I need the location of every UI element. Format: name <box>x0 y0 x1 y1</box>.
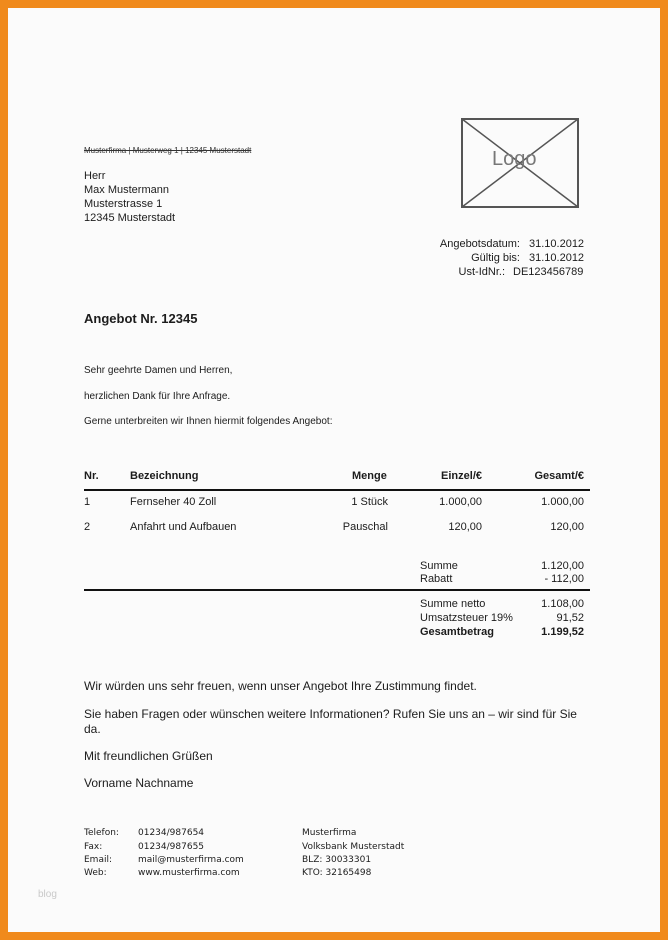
footer-blz: BLZ: 30033301 <box>302 855 372 865</box>
row-nr: 2 <box>84 521 91 533</box>
logo-placeholder <box>461 118 579 208</box>
tax-label: Umsatzsteuer 19% <box>420 612 513 624</box>
totals-rule <box>84 589 590 591</box>
footer-phone: 01234/987654 <box>138 828 205 838</box>
vat-id-label: Ust-IdNr.: <box>458 266 505 278</box>
sum-label: Summe <box>420 560 458 572</box>
row-description: Anfahrt und Aufbauen <box>130 521 237 533</box>
gross-total-value: 1.199,52 <box>541 626 584 638</box>
row-quantity: 1 Stück <box>351 496 388 508</box>
footer-fax-label: Fax: <box>84 842 103 852</box>
col-header-description: Bezeichnung <box>130 470 199 482</box>
discount-value: - 112,00 <box>544 573 584 585</box>
net-sum-value: 1.108,00 <box>541 598 584 610</box>
footer-web: www.musterfirma.com <box>138 868 240 878</box>
gross-total-label: Gesamtbetrag <box>420 626 494 638</box>
net-sum-label: Summe netto <box>420 598 486 610</box>
col-header-nr: Nr. <box>84 470 99 482</box>
discount-label: Rabatt <box>420 573 453 585</box>
closing-line-1: Wir würden uns sehr freuen, wenn unser Angebot Ihre Zustimmung findet. <box>84 679 477 693</box>
footer-company: Musterfirma <box>302 828 357 838</box>
row-total: 120,00 <box>550 521 584 533</box>
footer-kto: KTO: 32165498 <box>302 868 372 878</box>
vat-id-value: DE123456789 <box>513 266 584 278</box>
tax-value: 91,52 <box>556 612 584 624</box>
row-unit-price: 1.000,00 <box>439 496 482 508</box>
greeting-text: Sehr geehrte Damen und Herren, <box>84 365 233 376</box>
footer-fax: 01234/987655 <box>138 842 205 852</box>
closing-line-2a: Sie haben Fragen oder wünschen weitere Informationen? Rufen Sie uns an – wir sind für Sie <box>84 707 577 721</box>
footer-phone-label: Telefon: <box>84 828 119 838</box>
valid-until-value: 31.10.2012 <box>529 252 585 264</box>
table-header-rule <box>84 489 590 491</box>
closing-line-2b: da. <box>84 722 101 736</box>
offer-intro-text: Gerne unterbreiten wir Ihnen hiermit folgendes Angebot: <box>84 416 333 427</box>
recipient-street: Musterstrasse 1 <box>84 198 163 210</box>
footer-web-label: Web: <box>84 868 107 878</box>
sum-value: 1.120,00 <box>541 560 584 572</box>
signature-name: Vorname Nachname <box>84 776 194 790</box>
recipient-city: 12345 Musterstadt <box>84 212 176 224</box>
row-description: Fernseher 40 Zoll <box>130 496 217 508</box>
col-header-quantity: Menge <box>352 470 387 482</box>
footer-email: mail@musterfirma.com <box>138 855 244 865</box>
col-header-unit-price: Einzel/€ <box>441 470 482 482</box>
col-header-total: Gesamt/€ <box>534 470 584 482</box>
thanks-text: herzlichen Dank für Ihre Anfrage. <box>84 391 231 402</box>
sender-line: Musterfirma | Musterweg 1 | 12345 Musterstadt <box>84 146 252 155</box>
row-unit-price: 120,00 <box>448 521 482 533</box>
offer-date-value: 31.10.2012 <box>529 238 585 250</box>
row-quantity: Pauschal <box>342 521 388 533</box>
watermark-text: blog <box>38 889 57 900</box>
row-total: 1.000,00 <box>541 496 584 508</box>
offer-date-label: Angebotsdatum: <box>439 238 520 250</box>
valid-until-label: Gültig bis: <box>471 252 520 264</box>
recipient-name: Max Mustermann <box>84 184 169 196</box>
footer-bank: Volksbank Musterstadt <box>302 842 405 852</box>
regards-text: Mit freundlichen Grüßen <box>84 749 213 763</box>
document-title: Angebot Nr. 12345 <box>84 311 198 326</box>
recipient-salutation: Herr <box>84 170 106 182</box>
row-nr: 1 <box>84 496 91 508</box>
logo-text: Logo <box>492 148 537 170</box>
footer-email-label: Email: <box>84 855 113 865</box>
